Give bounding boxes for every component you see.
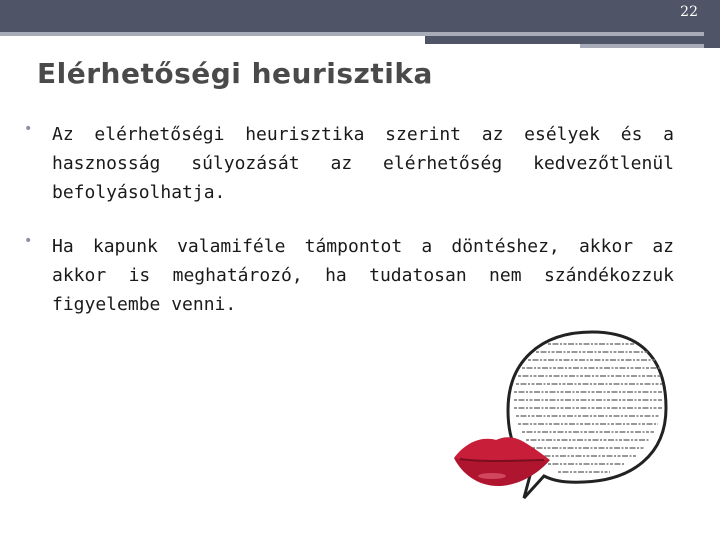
bullet-list <box>22 120 674 344</box>
header-stripe <box>0 24 720 32</box>
page-number: 22 <box>680 4 698 20</box>
header-stripe-edge <box>704 24 720 48</box>
header-stripe-right-accent <box>580 44 720 48</box>
header-stripe-right <box>425 36 720 44</box>
bullet-item <box>22 232 674 319</box>
bullet-text: Ha kapunk valamiféle támpontot a döntéshez, akkor az akkor is meghatározó, ha tudatosan nem szándékozzuk figyelembe venni. <box>52 236 674 315</box>
lips-speech-bubble-icon <box>452 330 672 500</box>
header-band <box>0 0 720 24</box>
bullet-text: Az elérhetőségi heurisztika szerint az esélyek és a hasznosság súlyozását az elérhetőség kedvezőtlenül befolyásolhatja. <box>52 124 674 203</box>
bullet-item <box>22 120 674 207</box>
slide-title: Elérhetőségi heurisztika <box>37 57 433 90</box>
bullet-marker: • <box>24 121 33 137</box>
bullet-marker: • <box>24 233 33 249</box>
